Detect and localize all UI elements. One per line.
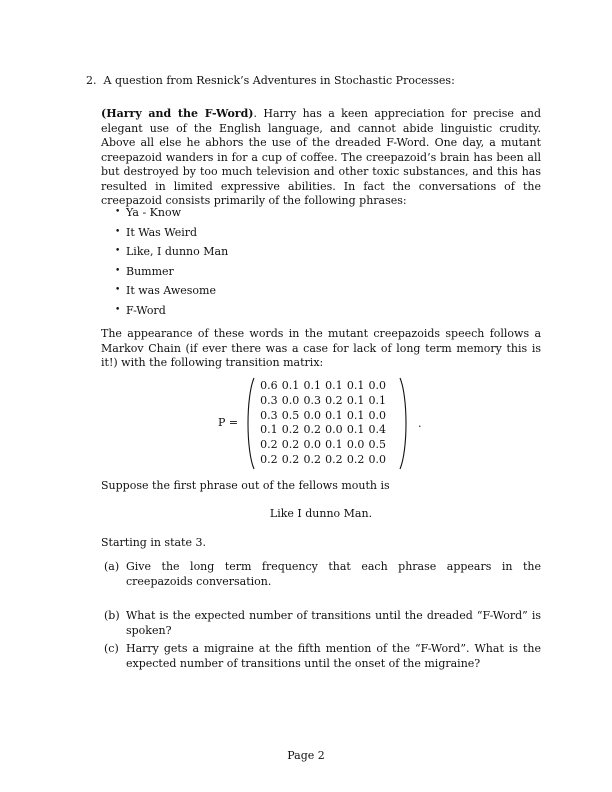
matrix-cell: 0.5 — [281, 408, 300, 422]
bullet-icon: • — [115, 246, 121, 257]
matrix-row — [258, 438, 388, 453]
matrix-cell: 0.0 — [303, 408, 321, 422]
matrix-cell: 0.2 — [325, 452, 343, 466]
intro-text: . Harry has a keen appreciation for precise and elegant use of the English language, and cannot abide linguistic crudity. Above all else he abhors the use of the dreaded F-Word. One day, a mutant creepazoid wanders in for a cup of coffee. The creepazoid’s brain has been all but destroyed by too much television and other toxic substances, and this has resulted in limited expressive abilities. In fact the conversations of the creepazoid consists primarily of the following phrases: — [101, 107, 541, 207]
matrix-cell: 0.2 — [303, 423, 321, 437]
matrix-cell: 0.1 — [346, 379, 365, 392]
matrix-cell: 0.3 — [303, 393, 321, 407]
matrix-cell: 0.6 — [260, 379, 278, 392]
question-label: (b) — [104, 609, 120, 622]
phrase-text: It was Awesome — [126, 284, 216, 298]
list-item — [101, 242, 401, 262]
matrix-cell: 0.1 — [260, 423, 278, 437]
bullet-icon: • — [115, 226, 121, 237]
phrase-list — [101, 203, 401, 321]
matrix-cell: 0.1 — [346, 393, 365, 407]
matrix-cell: 0.0 — [281, 393, 300, 407]
matrix-period: . — [418, 417, 422, 430]
problem-heading-text: A question from Resnick’s Adventures in Stochastic Processes: — [103, 74, 455, 87]
matrix-cell: 0.4 — [368, 423, 387, 437]
matrix-cell: 0.2 — [260, 452, 278, 466]
matrix-cell: 0.2 — [281, 452, 300, 466]
question-text: What is the expected number of transitions until the dreaded “F-Word” is spoken? — [126, 609, 541, 637]
problem-heading — [86, 74, 546, 89]
list-item — [101, 203, 401, 223]
list-item — [101, 223, 401, 243]
matrix-cell: 0.3 — [260, 408, 278, 422]
matrix-cell: 0.5 — [368, 438, 387, 452]
matrix-cell: 0.2 — [325, 393, 343, 407]
bullet-icon: • — [115, 207, 121, 217]
matrix-label: P = — [218, 416, 239, 429]
matrix-cell: 0.0 — [368, 408, 387, 422]
intro-title: (Harry and the F-Word) — [101, 107, 254, 120]
question-b — [101, 609, 541, 638]
matrix-cell: 0.2 — [303, 452, 321, 466]
matrix-cell: 0.1 — [325, 379, 343, 392]
question-text: Harry gets a migraine at the fifth mention of the “F-Word”. What is the expected number of transitions until the onset of the migraine? — [126, 642, 541, 670]
left-parenthesis-icon — [244, 377, 256, 470]
matrix-cell: 0.1 — [346, 408, 365, 422]
matrix-cell: 0.0 — [346, 438, 365, 452]
list-item — [101, 281, 401, 301]
markov-paragraph: The appearance of these words in the mutant creepazoids speech follows a Markov Chain (if ever there was a case for lack of long term memory this is it!) with the following transition matrix: — [101, 327, 541, 369]
matrix-cell: 0.1 — [368, 393, 387, 407]
matrix-row — [258, 379, 388, 394]
matrix-cell: 0.0 — [368, 379, 387, 392]
matrix-cell: 0.1 — [281, 379, 300, 392]
matrix-cell: 0.1 — [325, 438, 343, 452]
quoted-phrase: Like I dunno Man. — [269, 507, 373, 520]
matrix-row — [258, 394, 388, 409]
page-number: Page 2 — [287, 749, 325, 762]
matrix-cell: 0.1 — [325, 408, 343, 422]
start-state-sentence: Starting in state 3. — [101, 536, 206, 549]
question-text: Give the long term frequency that each phrase appears in the creepazoids conversation. — [126, 560, 541, 588]
matrix-cell: 0.2 — [260, 438, 278, 452]
question-c — [101, 642, 541, 671]
phrase-text: Like, I dunno Man — [126, 245, 229, 259]
matrix-cell: 0.2 — [281, 423, 300, 437]
matrix-row — [258, 423, 388, 438]
matrix-cell: 0.1 — [303, 379, 321, 392]
problem-number: 2. — [86, 74, 97, 87]
list-item — [101, 262, 401, 282]
matrix-cell: 0.0 — [303, 438, 321, 452]
list-item — [101, 301, 401, 321]
intro-paragraph — [101, 107, 541, 209]
phrase-text: Bummer — [126, 264, 174, 278]
transition-matrix — [218, 377, 428, 470]
matrix-cell: 0.2 — [346, 452, 365, 466]
phrase-text: F-Word — [126, 303, 166, 317]
first-phrase-sentence: Suppose the first phrase out of the fellows mouth is — [101, 479, 390, 492]
right-parenthesis-icon — [398, 377, 410, 470]
matrix-row — [258, 453, 388, 468]
question-label: (c) — [104, 642, 119, 655]
phrase-text: It Was Weird — [126, 225, 198, 239]
matrix-cell: 0.0 — [368, 452, 387, 466]
bullet-icon: • — [115, 285, 121, 296]
matrix-row — [258, 409, 388, 424]
matrix-cell: 0.2 — [281, 438, 300, 452]
question-a — [101, 560, 541, 589]
matrix-table — [258, 379, 388, 468]
bullet-icon: • — [115, 265, 121, 276]
matrix-cell: 0.3 — [260, 393, 278, 407]
bullet-icon: • — [115, 304, 121, 315]
matrix-cell: 0.0 — [325, 423, 343, 437]
matrix-cell: 0.1 — [346, 423, 365, 437]
question-label: (a) — [104, 560, 120, 573]
phrase-text: Ya - Know — [126, 206, 182, 219]
